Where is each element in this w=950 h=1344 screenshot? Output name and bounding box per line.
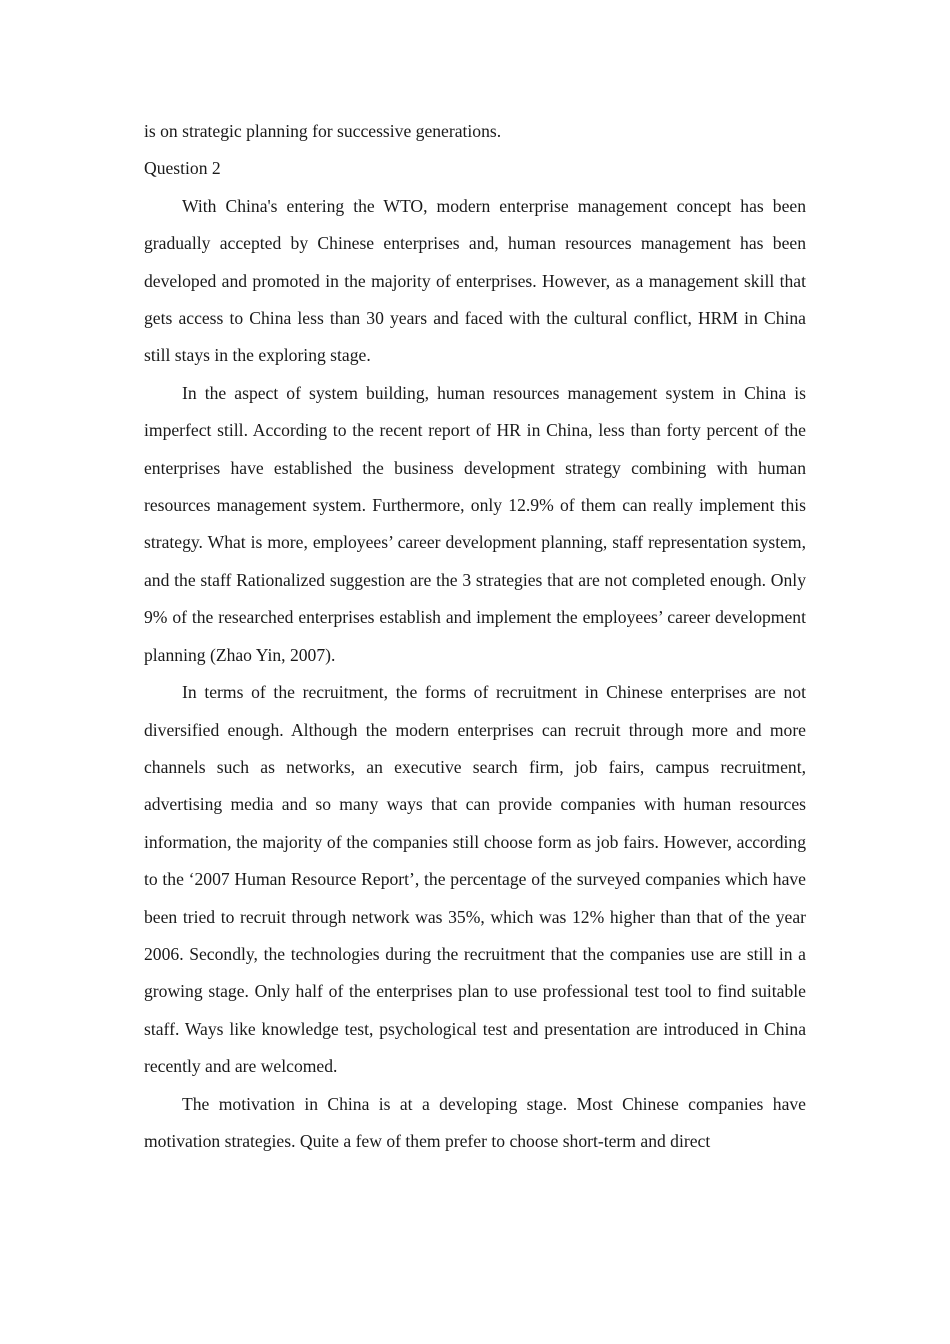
paragraph-recruitment: In terms of the recruitment, the forms of recruitment in Chinese enterprises are not diversified enough. Although the modern enterprises can recruit through more and more channels such as networks, an executive search firm, job fairs, campus recruitment, advertising media and so many ways that can provide companies with human resources information, the majority of the companies still choose form as job fairs. However, according to the ‘2007 Human Resource Report’, the percentage of the surveyed companies which have been tried to recruit through network was 35%, which was 12% higher than that of the year 2006. Secondly, the technologies during the recruitment that the companies use are still in a growing stage. Only half of the enterprises plan to use professional test tool to find suitable staff. Ways like knowledge test, psychological test and presentation are introduced in China recently and are welcomed. bbox=[144, 682, 806, 1077]
document-page bbox=[144, 113, 806, 1160]
paragraph-motivation: The motivation in China is at a developing stage. Most Chinese companies have motivation strategies. Quite a few of them prefer to choose short-term and direct bbox=[144, 1093, 806, 1151]
paragraph-wto: With China's entering the WTO, modern enterprise management concept has been gradually accepted by Chinese enterprises and, human resources management has been developed and promoted in the majority of enterprises. However, as a management skill that gets access to China less than 30 years and faced with the cultural conflict, HRM in China still stays in the exploring stage. bbox=[144, 195, 806, 366]
paragraph-system-building: In the aspect of system building, human resources management system in China is imperfect still. According to the recent report of HR in China, less than forty percent of the enterprises have established the business development strategy combining with human resources management system. Furthermore, only 12.9% of them can really implement this strategy. What is more, employees’ career development planning, staff representation system, and the staff Rationalized suggestion are the 3 strategies that are not completed enough. Only 9% of the researched enterprises establish and implement the employees’ career development planning (Zhao Yin, 2007). bbox=[144, 382, 806, 665]
continuation-text: is on strategic planning for successive generations. bbox=[144, 121, 502, 141]
section-heading: Question 2 bbox=[144, 158, 221, 179]
